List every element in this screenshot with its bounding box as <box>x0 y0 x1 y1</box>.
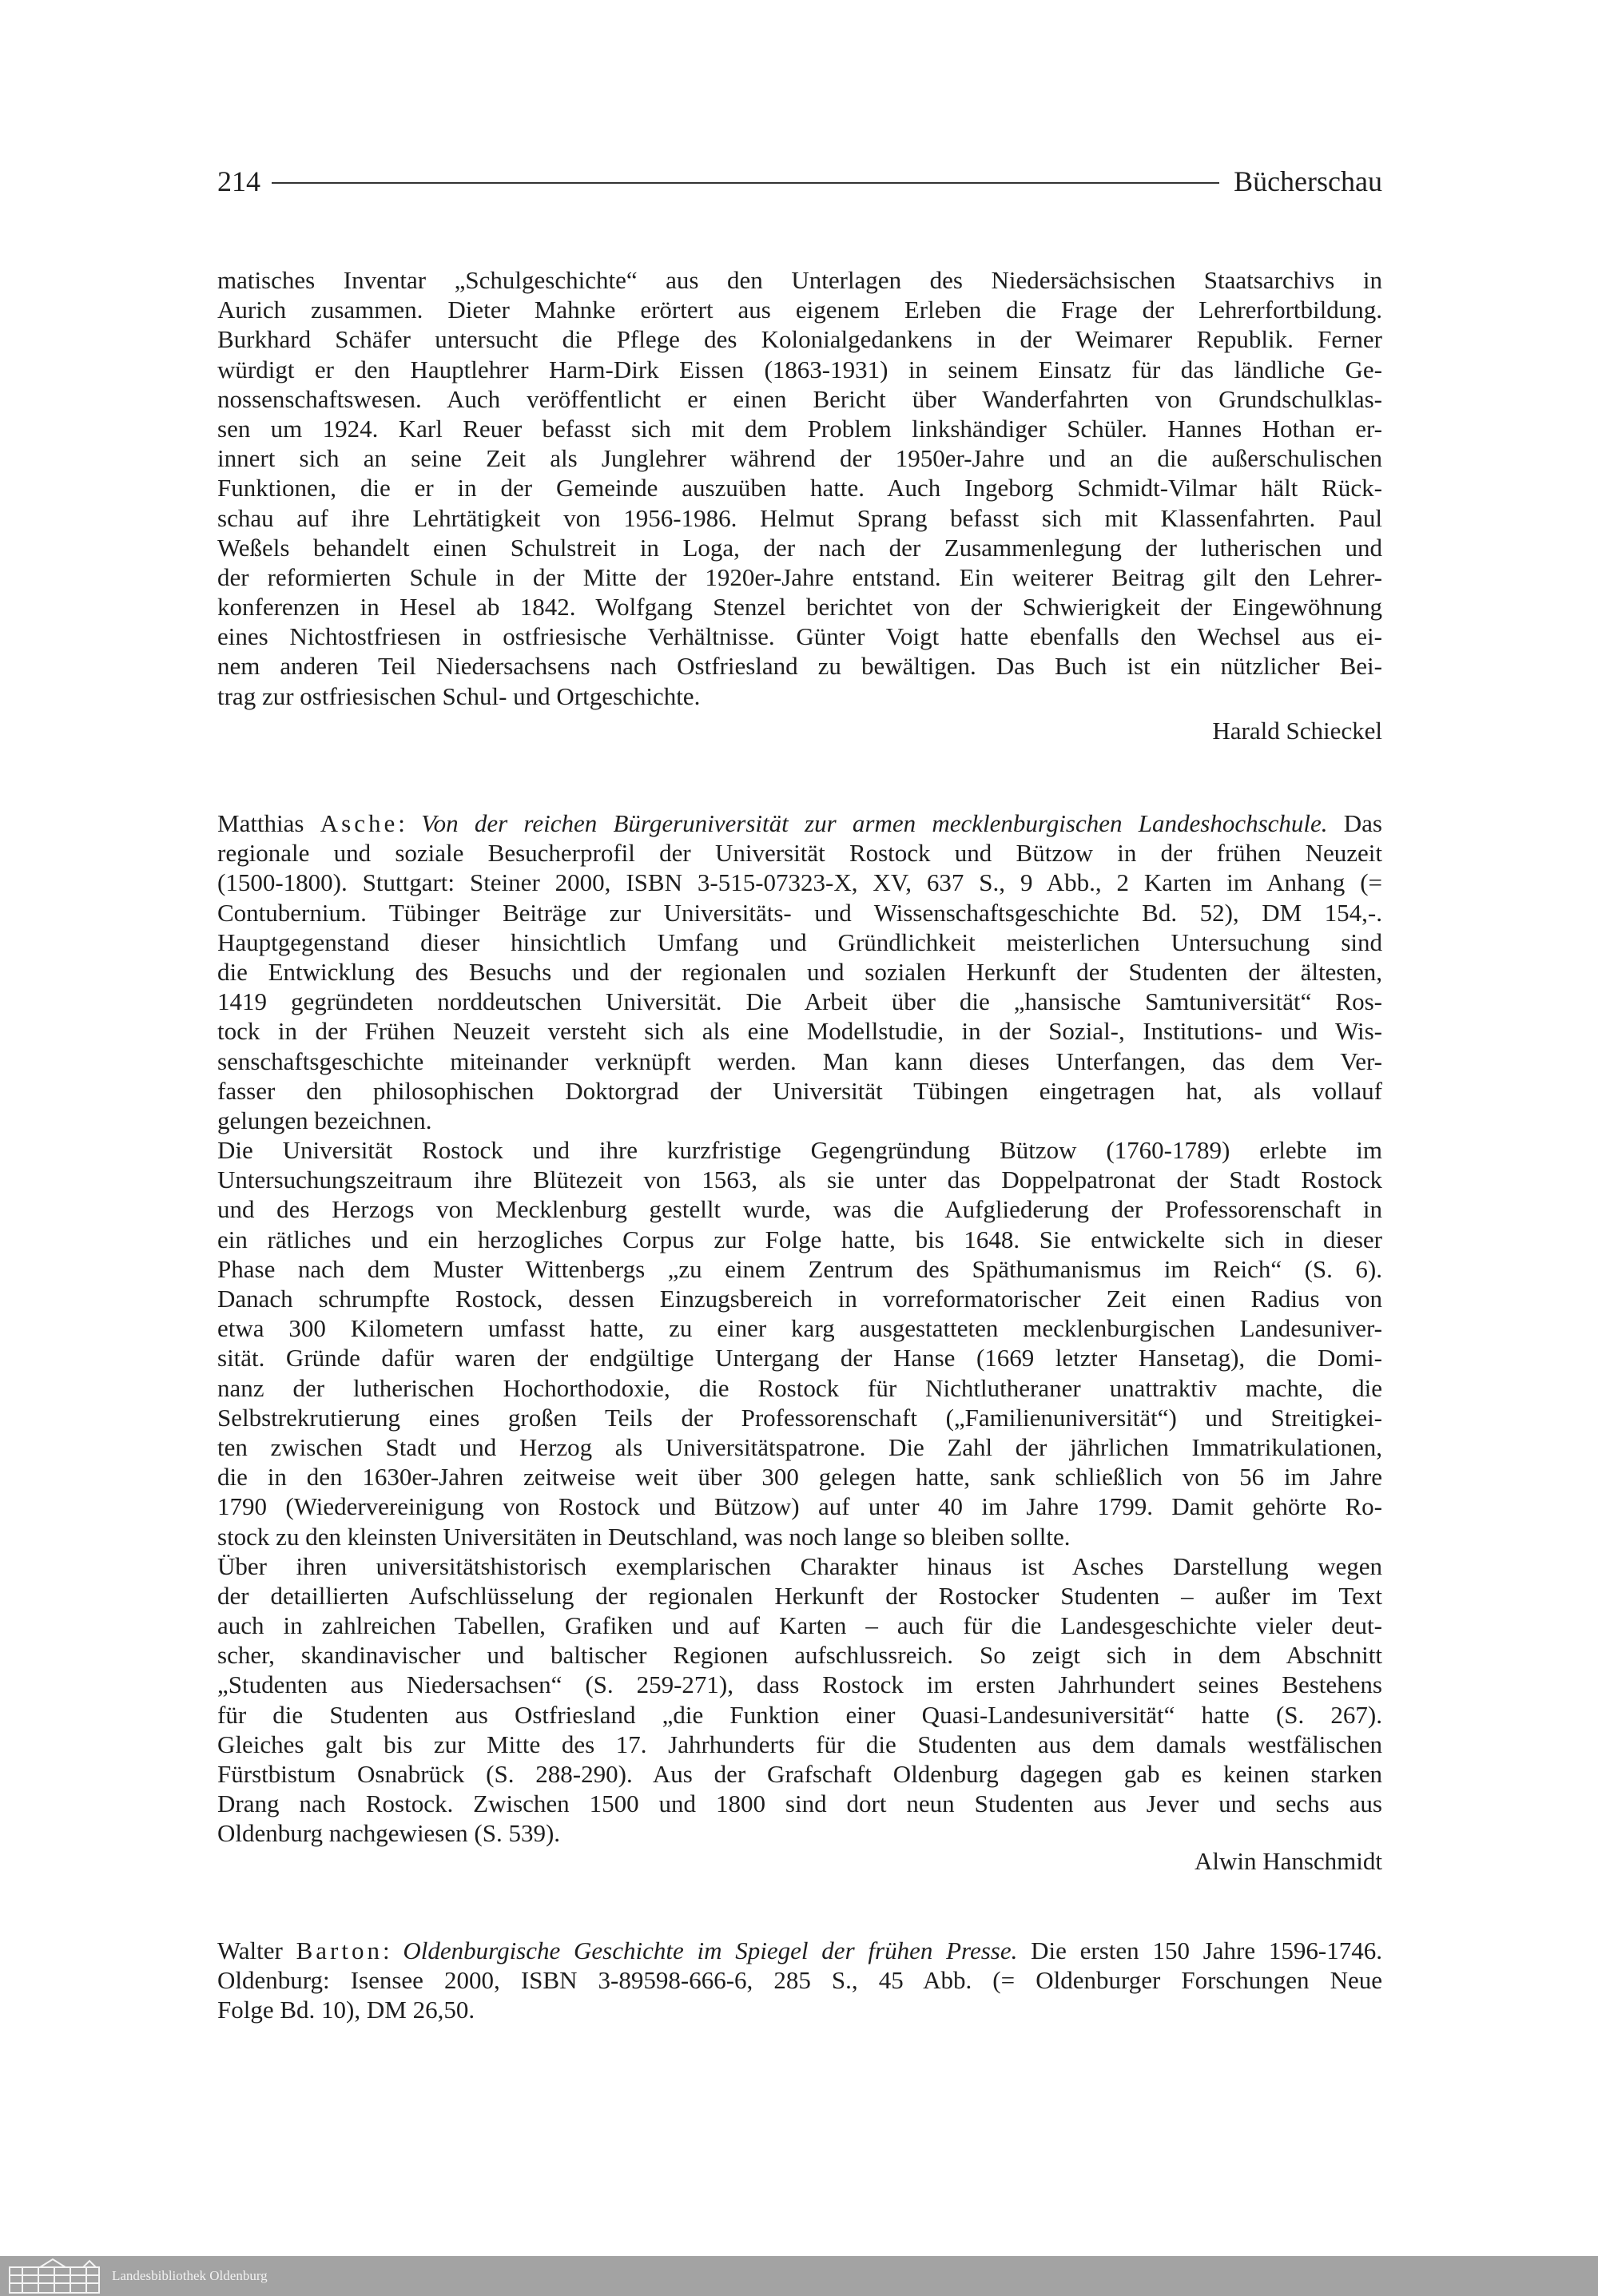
text-line <box>217 592 1382 622</box>
text-segment: trag zur ostfriesischen Schul- und Ortgeschichte. <box>217 681 701 710</box>
text-segment: Oldenburg nachgewiesen (S. 539). <box>217 1819 561 1848</box>
text-segment: nem anderen Teil Niedersachsens nach Ostfriesland zu bewältigen. Das Buch ist ein nützlicher Bei- <box>217 652 1382 681</box>
book-title: Oldenburgische Geschichte im Spiegel der frühen Presse. <box>403 1937 1018 1964</box>
text-segment: ten zwischen Stadt und Herzog als Universitätspatrone. Die Zahl der jährlichen Immatrikulationen, <box>217 1432 1382 1461</box>
text-line <box>217 1135 1382 1165</box>
text-segment: Gleiches galt bis zur Mitte des 17. Jahrhunderts für die Studenten aus dem damals westfälischen <box>217 1730 1382 1758</box>
text-segment: Hauptgegenstand dieser hinsichtlich Umfang und Gründlichkeit meisterlichen Untersuchung sind <box>217 928 1382 956</box>
text-segment: Matthias <box>217 809 320 837</box>
text-line <box>217 562 1382 592</box>
text-segment: Burkhard Schäfer untersucht die Pflege des Kolonialgedankens in der Weimarer Republik. Ferner <box>217 325 1382 354</box>
text-segment: : <box>383 1937 403 1964</box>
text-line <box>217 443 1382 473</box>
text-segment: : <box>398 809 422 837</box>
text-segment: sen um 1924. Karl Reuer befasst sich mit dem Problem linkshändiger Schüler. Hannes Hothan er- <box>217 414 1382 443</box>
text-line <box>217 1640 1382 1670</box>
text-segment: würdigt er den Hauptlehrer Harm-Dirk Eissen (1863-1931) in seinem Einsatz für das ländliche Ge- <box>217 355 1382 383</box>
text-line <box>217 808 1382 838</box>
text-line <box>217 1106 1382 1135</box>
text-line <box>217 1373 1382 1403</box>
text-line <box>217 503 1382 533</box>
text-line <box>217 651 1382 681</box>
review-asche <box>217 808 1382 1849</box>
text-line <box>217 384 1382 414</box>
text-segment: Weßels behandelt einen Schulstreit in Loga, der nach der Zusammenlegung der lutherischen und <box>217 533 1382 562</box>
text-line <box>217 355 1382 384</box>
text-line <box>217 1016 1382 1046</box>
text-segment: und des Herzogs von Mecklenburg gestellt wurde, was die Aufgliederung der Professorenschaft in <box>217 1195 1382 1224</box>
text-segment: ein rätliches und ein herzogliches Corpus zur Folge hatte, bis 1648. Sie entwickelte sich in dieser <box>217 1225 1382 1253</box>
text-segment: senschaftsgeschichte miteinander verknüpft werden. Man kann dieses Unterfangen, das dem Ver- <box>217 1047 1382 1075</box>
text-segment: 1790 (Wiedervereinigung von Rostock und Bützow) auf unter 40 im Jahre 1799. Damit gehörte Ro- <box>217 1492 1382 1521</box>
text-line <box>217 1194 1382 1224</box>
text-line <box>217 1343 1382 1372</box>
text-segment: Phase nach dem Muster Wittenbergs „zu einem Zentrum des Späthumanismus im Reich“ (S. 6). <box>217 1254 1382 1283</box>
text-line <box>217 414 1382 443</box>
text-line <box>217 533 1382 562</box>
text-segment: Aurich zusammen. Dieter Mahnke erörtert aus eigenem Erleben die Frage der Lehrerfortbildung. <box>217 296 1382 324</box>
text-segment: matisches Inventar „Schulgeschichte“ aus den Unterlagen des Niedersächsischen Staatsarchivs in <box>217 266 1382 294</box>
text-line <box>217 1789 1382 1818</box>
author-surname: Barton <box>296 1937 383 1964</box>
text-line <box>217 1995 1382 2024</box>
text-segment: Oldenburg: Isensee 2000, ISBN 3-89598-666-6, 285 S., 45 Abb. (= Oldenburger Forschungen Neue <box>217 1966 1382 1995</box>
text-segment: Die Universität Rostock und ihre kurzfristige Gegengründung Bützow (1760-1789) erlebte im <box>217 1136 1382 1165</box>
reviewer-signature: Alwin Hanschmidt <box>1194 1847 1382 1875</box>
text-line <box>217 898 1382 928</box>
text-line <box>217 987 1382 1016</box>
text-segment: innert sich an seine Zeit als Junglehrer während der 1950er-Jahre und an die außerschulischen <box>217 444 1382 473</box>
text-line <box>217 1965 1382 1995</box>
text-segment: Funktionen, die er in der Gemeinde auszuüben hatte. Auch Ingeborg Schmidt-Vilmar hält Rück- <box>217 474 1382 502</box>
text-segment: stock zu den kleinsten Universitäten in Deutschland, was noch lange so bleiben sollte. <box>217 1522 1071 1551</box>
text-segment: Drang nach Rostock. Zwischen 1500 und 1800 sind dort neun Studenten aus Jever und sechs aus <box>217 1790 1382 1818</box>
text-segment: „Studenten aus Niedersachsen“ (S. 259-271), dass Rostock im ersten Jahrhundert seines Bestehens <box>217 1670 1382 1699</box>
text-line <box>217 1254 1382 1284</box>
library-building-logo-icon <box>6 2258 102 2294</box>
running-header <box>217 164 1382 199</box>
text-line <box>217 1611 1382 1640</box>
text-segment: der reformierten Schule in der Mitte der 1920er-Jahre entstand. Ein weiterer Beitrag gilt den Lehrer- <box>217 562 1382 591</box>
text-line <box>217 957 1382 987</box>
reviewer-signature: Harald Schieckel <box>1212 717 1382 745</box>
text-segment: gelungen bezeichnen. <box>217 1106 432 1134</box>
text-line <box>217 928 1382 957</box>
text-segment: Walter <box>217 1937 296 1964</box>
text-line <box>217 681 1382 711</box>
text-line <box>217 622 1382 651</box>
review-barton <box>217 1936 1382 2025</box>
review-continuation-text <box>217 265 1382 711</box>
text-segment: tock in der Frühen Neuzeit versteht sich als eine Modellstudie, in der Sozial-, Institutions- und Wis- <box>217 1017 1382 1046</box>
text-segment: regionale und soziale Besucherprofil der Universität Rostock und Bützow in der frühen Neuzeit <box>217 839 1382 868</box>
text-segment: Untersuchungszeitraum ihre Blütezeit von 1563, als sie unter das Doppelpatronat der Stadt Rostock <box>217 1166 1382 1194</box>
text-line <box>217 1047 1382 1076</box>
text-line <box>217 1492 1382 1521</box>
author-surname: Asche <box>320 809 399 837</box>
text-segment: konferenzen in Hesel ab 1842. Wolfgang Stenzel berichtet von der Schwierigkeit der Eingewöhnung <box>217 593 1382 622</box>
text-line <box>217 1403 1382 1432</box>
text-line <box>217 1670 1382 1699</box>
text-segment: schau auf ihre Lehrtätigkeit von 1956-1986. Helmut Sprang befasst sich mit Klassenfahrten. Paul <box>217 503 1382 532</box>
text-segment: Folge Bd. 10), DM 26,50. <box>217 1996 475 2024</box>
text-line <box>217 295 1382 324</box>
text-line <box>217 1936 1382 1965</box>
header-rule <box>272 182 1219 184</box>
text-line <box>217 1700 1382 1730</box>
text-line <box>217 868 1382 897</box>
text-segment: Danach schrumpfte Rostock, dessen Einzugsbereich in vorreformatorischer Zeit einen Radius von <box>217 1285 1382 1313</box>
text-segment: eines Nichtostfriesen in ostfriesische Verhältnisse. Günter Voigt hatte ebenfalls den Wechsel aus ei- <box>217 622 1382 651</box>
text-line <box>217 1730 1382 1759</box>
text-segment: sität. Gründe dafür waren der endgültige Untergang der Hanse (1669 letzter Hansetag), die Domi- <box>217 1344 1382 1372</box>
text-line <box>217 838 1382 868</box>
text-line <box>217 1432 1382 1462</box>
text-segment: (1500-1800). Stuttgart: Steiner 2000, ISBN 3-515-07323-X, XV, 637 S., 9 Abb., 2 Karten im Anhang (= <box>217 868 1382 897</box>
book-title: Von der reichen Bürgeruniversität zur armen mecklenburgischen Landeshochschule. <box>421 809 1328 837</box>
text-segment: die in den 1630er-Jahren zeitweise weit über 300 gelegen hatte, sank schließlich von 56 im Jahre <box>217 1463 1382 1492</box>
library-name: Landesbibliothek Oldenburg <box>112 2268 268 2283</box>
text-segment: 1419 gegründeten norddeutschen Universität. Die Arbeit über die „hansische Samtuniversität“ Ros- <box>217 987 1382 1016</box>
library-footer-bar <box>0 2256 1598 2296</box>
text-segment: Über ihren universitätshistorisch exemplarischen Charakter hinaus ist Asches Darstellung wegen <box>217 1551 1382 1580</box>
text-segment: nanz der lutherischen Hochorthodoxie, die Rostock für Nichtlutheraner unattraktiv machte, die <box>217 1373 1382 1402</box>
text-segment: Selbstrekrutierung eines großen Teils der Professorenschaft („Familienuniversität“) und Streitigkei- <box>217 1403 1382 1432</box>
text-segment: die Entwicklung des Besuchs und der regionalen und sozialen Herkunft der Studenten der ältesten, <box>217 957 1382 986</box>
text-line <box>217 1165 1382 1194</box>
text-segment: Fürstbistum Osnabrück (S. 288-290). Aus der Grafschaft Oldenburg dagegen gab es keinen starken <box>217 1760 1382 1788</box>
text-line <box>217 1759 1382 1789</box>
text-segment: etwa 300 Kilometern umfasst hatte, zu einer karg ausgestatteten mecklenburgischen Landesuniver- <box>217 1314 1382 1343</box>
text-segment: scher, skandinavischer und baltischer Regionen aufschlussreich. So zeigt sich in dem Abschnitt <box>217 1641 1382 1670</box>
text-line <box>217 1551 1382 1581</box>
text-segment: für die Studenten aus Ostfriesland „die Funktion einer Quasi-Landesuniversität“ hatte (S. 267). <box>217 1700 1382 1729</box>
text-line <box>217 1284 1382 1313</box>
text-segment: der detaillierten Aufschlüsselung der regionalen Herkunft der Rostocker Studenten – außer im Text <box>217 1581 1382 1610</box>
text-line <box>217 1225 1382 1254</box>
section-title: Bücherschau <box>1234 165 1382 197</box>
text-line <box>217 265 1382 295</box>
text-segment: Die ersten 150 Jahre 1596-1746. <box>1017 1937 1382 1964</box>
text-line <box>217 473 1382 502</box>
text-segment: Contubernium. Tübinger Beiträge zur Universitäts- und Wissenschaftsgeschichte Bd. 52), DM 154,-. <box>217 898 1382 927</box>
text-line <box>217 1313 1382 1343</box>
text-segment: fasser den philosophischen Doktorgrad der Universität Tübingen eingetragen hat, als vollauf <box>217 1076 1382 1105</box>
text-segment: auch in zahlreichen Tabellen, Grafiken und auf Karten – auch für die Landesgeschichte vieler deut- <box>217 1611 1382 1640</box>
text-line <box>217 324 1382 354</box>
text-line <box>217 1818 1382 1848</box>
text-line <box>217 1581 1382 1611</box>
text-segment: nossenschaftswesen. Auch veröffentlicht er einen Bericht über Wanderfahrten von Grundschulklas- <box>217 384 1382 413</box>
text-line <box>217 1522 1382 1551</box>
page-number: 214 <box>217 165 260 197</box>
text-line <box>217 1462 1382 1492</box>
text-segment: Das <box>1327 809 1382 837</box>
text-line <box>217 1076 1382 1106</box>
